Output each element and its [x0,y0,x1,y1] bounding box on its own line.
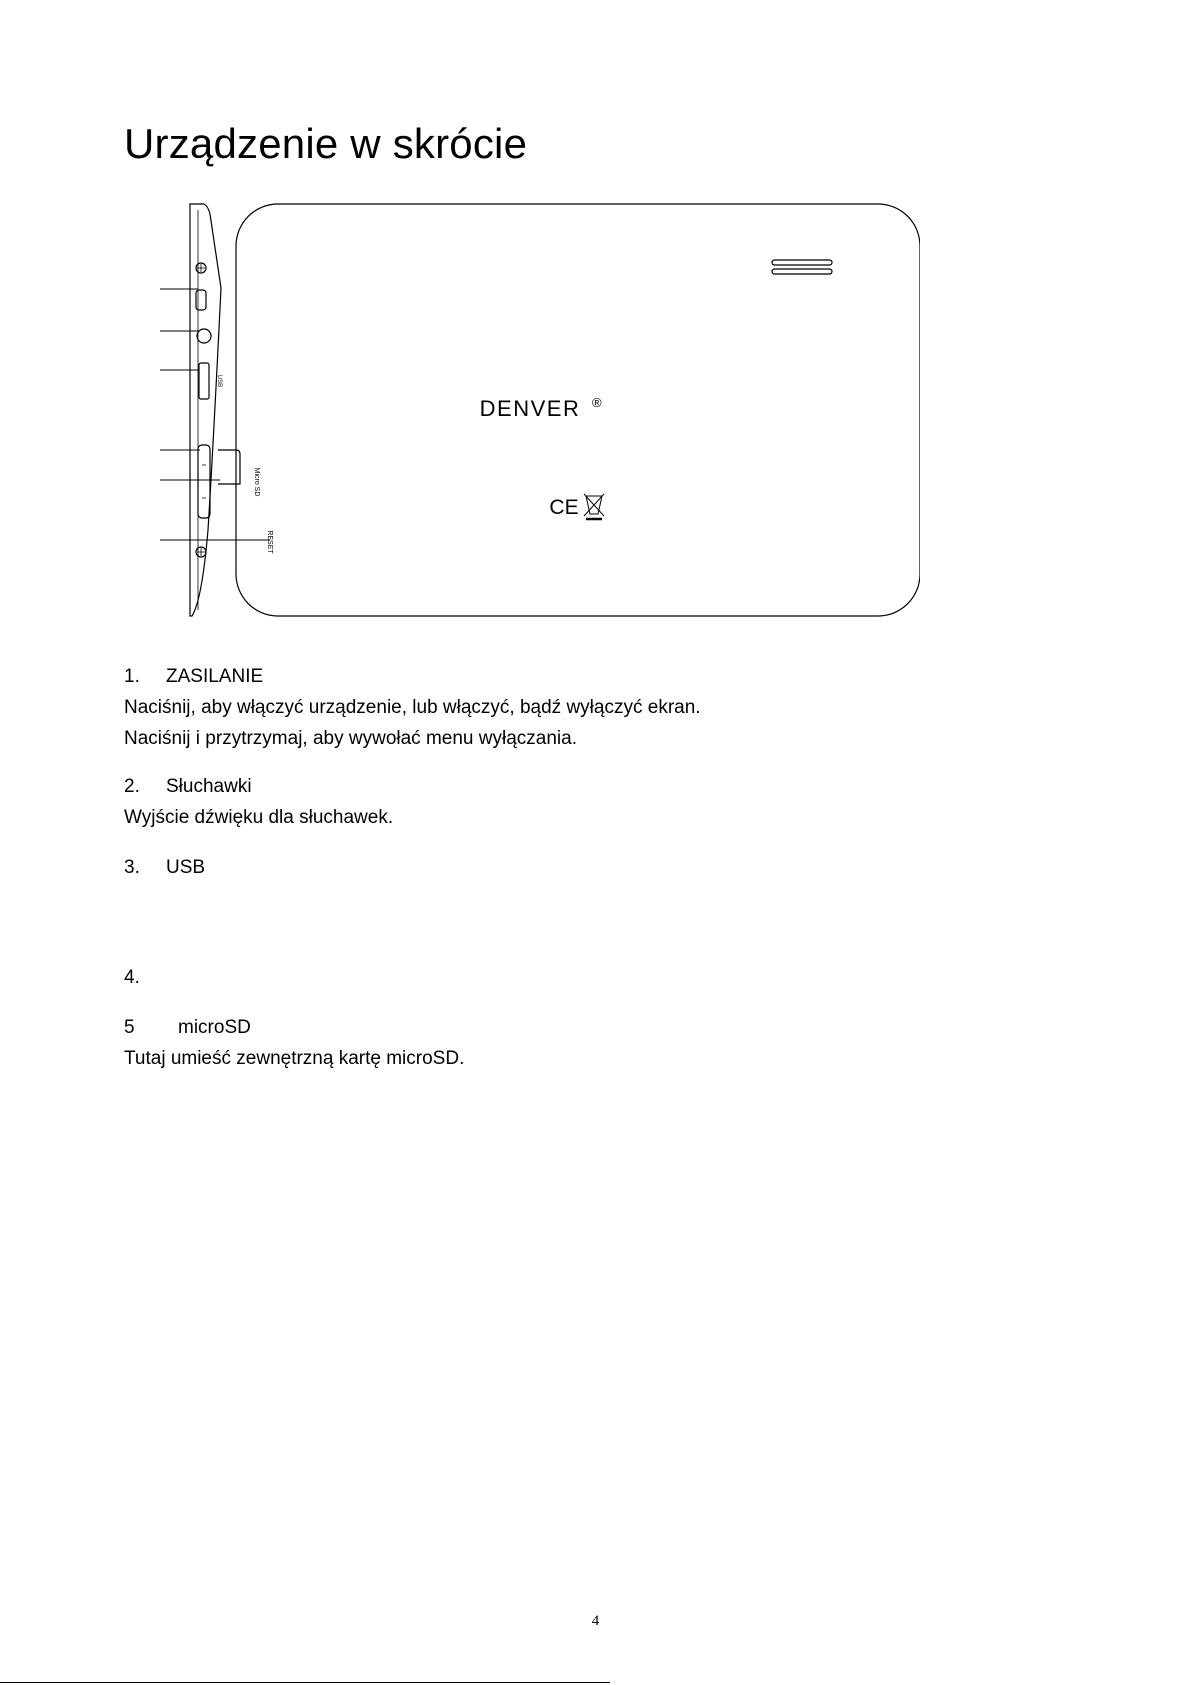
speaker-grille [772,260,832,265]
section-1-line-1: Naciśnij, aby włączyć urządzenie, lub włączyć, bądź wyłączyć ekran. [124,697,701,718]
section-1-line-2: Naciśnij i przytrzymaj, aby wywołać menu wyłączania. [124,728,577,749]
weee-bin-icon [584,494,604,516]
usb-port-shape [199,363,209,399]
section-2-title: Słuchawki [166,776,252,797]
section-1-title: ZASILANIE [166,666,264,687]
section-2-heading [124,775,252,799]
headphone-jack-shape [197,329,211,343]
volume-rocker-shape [198,445,210,518]
section-5-line-1: Tutaj umieść zewnętrzną kartę microSD. [124,1048,465,1069]
section-1-heading [124,665,263,689]
microsd-card-shape [218,450,240,484]
brand-logo: DENVER [479,396,581,421]
power-button-shape [196,290,206,310]
page-number: 4 [591,1613,600,1629]
section-1-number: 1. [124,666,140,687]
section-3-heading [124,856,205,880]
reset-label: RESET [266,530,273,554]
section-2-number: 2. [124,776,140,797]
section-5-heading [124,1016,251,1040]
registered-mark: ® [592,395,602,410]
microsd-label: Micro SD [253,467,260,497]
usb-label: USB [216,374,222,388]
section-2-line-1: Wyjście dźwięku dla słuchawek. [124,807,394,828]
section-5-number: 5 [124,1017,135,1038]
device-diagram-svg [160,200,920,620]
footer-rule [0,1682,610,1683]
section-4-heading [124,966,166,990]
page-title: Urządzenie w skrócie [124,120,528,167]
section-3-title: USB [166,857,206,878]
device-diagram [160,200,920,620]
ce-mark: CE [549,496,579,519]
section-3-number: 3. [124,857,140,878]
section-4-number: 4. [124,967,140,988]
section-5-title: microSD [178,1017,251,1038]
